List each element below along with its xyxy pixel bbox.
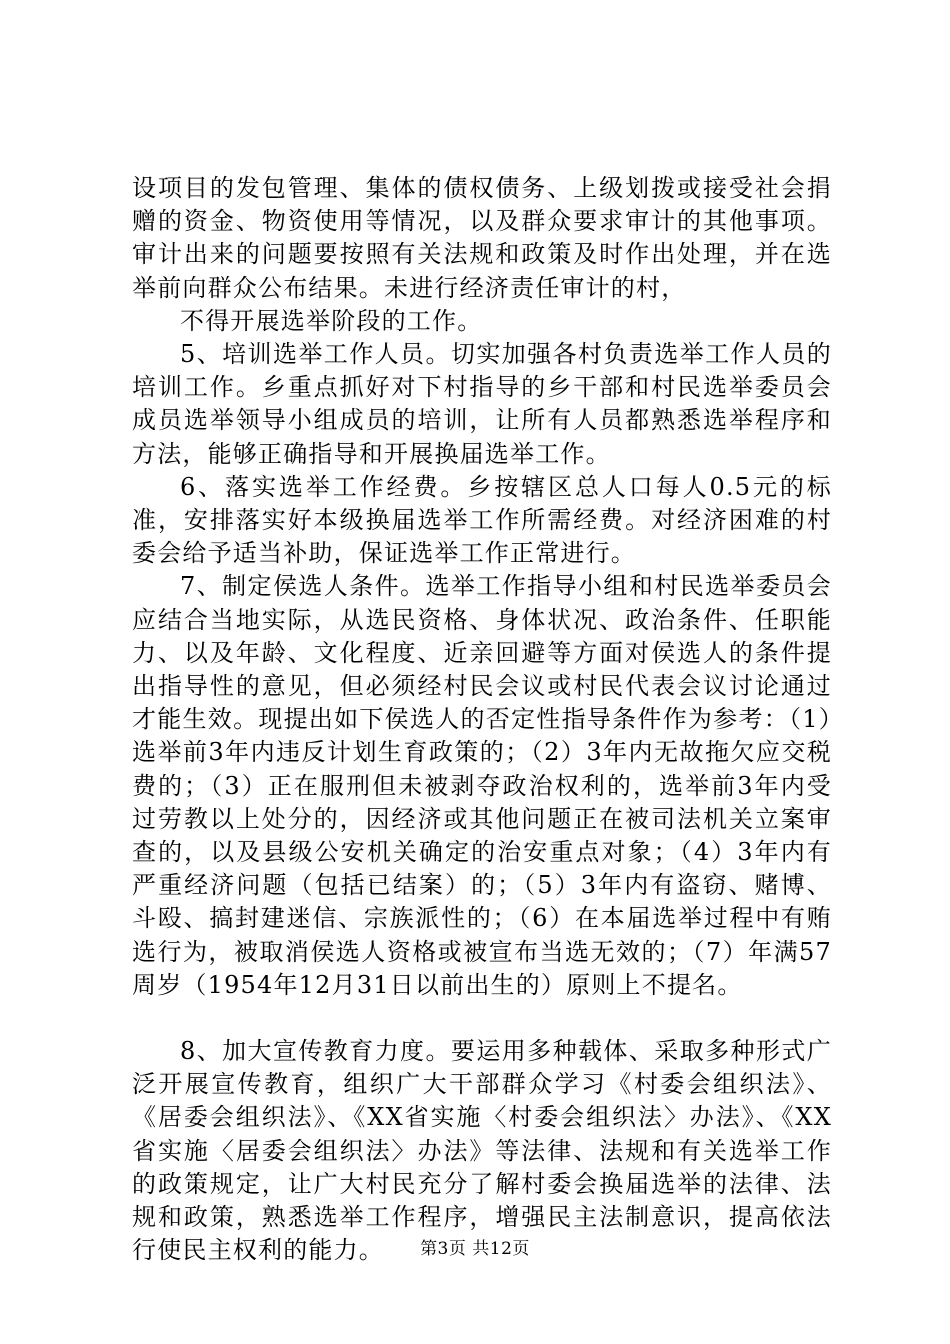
page-number-footer: 第3页 共12页 xyxy=(420,1239,530,1259)
paragraph-training: 5、培训选举工作人员。切实加强各村负责选举工作人员的培训工作。乡重点抓好对下村指导的乡干部和村民选举委员会成员选举领导小组成员的培训，让所有人员都熟悉选举程序和方法，能够正确指导和开展换届选举工作。 xyxy=(132,340,832,468)
paragraph-publicity: 8、加大宣传教育力度。要运用多种载体、采取多种形式广泛开展宣传教育，组织广大干部群众学习《村委会组织法》、《居委会组织法》、《XX省实施〈村委会组织法〉办法》、《XX省实施〈居委会组织法〉办法》等法律、法规和有关选举工作的政策规定，让广大村民充分了解村委会换届选举的法律、法规和政策，熟悉选举工作程序，增强民主法制意识，提高依法行使民主权利的能力。 xyxy=(132,1037,832,1265)
paragraph-funding: 6、落实选举工作经费。乡按辖区总人口每人0.5元的标准，安排落实好本级换届选举工作所需经费。对经济困难的村委会给予适当补助，保证选举工作正常进行。 xyxy=(132,472,832,568)
paragraph-candidate-conditions: 7、制定侯选人条件。选举工作指导小组和村民选举委员会应结合当地实际，从选民资格、身体状况、政治条件、任职能力、以及年龄、文化程度、近亲回避等方面对侯选人的条件提出指导性的意见，但必须经村民会议或村民代表会议讨论通过才能生效。现提出如下侯选人的否定性指导条件作为参考：（1）选举前3年内违反计划生育政策的；（2）3年内无故拖欠应交税费的；（3）正在服刑但未被剥夺政治权利的，选举前3年内受过劳教以上处分的，因经济或其他问题正在被司法机关立案审查的，以及县级公安机关确定的治安重点对象；（4）3年内有严重经济问题（包括已结案）的；（5）3年内有盗窃、赌博、斗殴、搞封建迷信、宗族派性的；（6）在本届选举过程中有贿选行为，被取消侯选人资格或被宣布当选无效的；（7）年满57周岁（1954年12月31日以前出生的）原则上不提名。 xyxy=(132,572,832,999)
document-body xyxy=(132,172,832,1268)
paragraph-audit-continuation: 设项目的发包管理、集体的债权债务、上级划拨或接受社会捐赠的资金、物资使用等情况，以及群众要求审计的其他事项。审计出来的问题要按照有关法规和政策及时作出处理，并在选举前向群众公布结果。未进行经济责任审计的村， xyxy=(132,174,832,302)
paragraph-spacer xyxy=(132,1002,832,1035)
paragraph-audit-restriction: 不得开展选举阶段的工作。 xyxy=(180,306,483,335)
